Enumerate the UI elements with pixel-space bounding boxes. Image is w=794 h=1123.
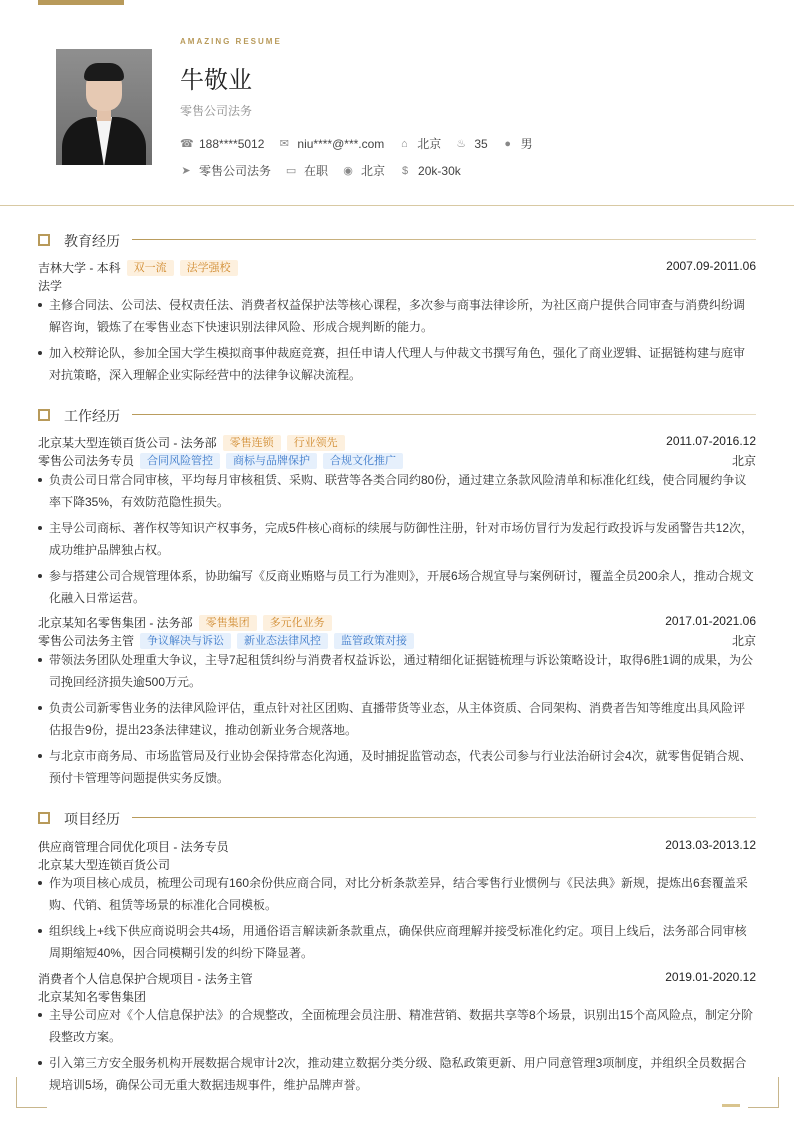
info-intent-role: ➤ 零售公司法务 xyxy=(181,164,272,178)
project-title-row: 消费者个人信息保护合规项目 - 法务主管 2019.01-2020.12 xyxy=(38,970,756,986)
work-role-row: 零售公司法务主管 争议解决与诉讼 新业态法律风控 监管政策对接 北京 xyxy=(38,634,756,648)
corner-decoration xyxy=(748,1077,779,1108)
tag: 双一流 xyxy=(127,260,174,276)
tag: 争议解决与诉讼 xyxy=(140,633,231,649)
project-org: 北京某知名零售集团 xyxy=(38,990,147,1004)
location-pin-icon: ◉ xyxy=(343,164,353,177)
education-row: 吉林大学 - 本科 双一流 法学强校 2007.09-2011.06 xyxy=(38,259,756,275)
send-icon: ➤ xyxy=(181,164,191,177)
section-marker-icon xyxy=(38,812,50,824)
date: 2019.01-2020.12 xyxy=(665,970,756,984)
city: 北京 xyxy=(731,634,756,648)
info-age: ♨ 35 xyxy=(456,136,488,151)
tag: 零售连锁 xyxy=(223,435,281,451)
page-indicator xyxy=(722,1104,740,1107)
contact-info-row xyxy=(180,135,547,152)
tag: 多元化业务 xyxy=(263,615,332,631)
tag: 行业领先 xyxy=(287,435,345,451)
info-phone: ☎ 188****5012 xyxy=(180,136,265,151)
info-email: ✉ niu****@***.com xyxy=(279,136,385,151)
phone-icon: ☎ xyxy=(180,137,194,150)
info-gender: ● 男 xyxy=(502,135,533,152)
tag: 合同风险管控 xyxy=(140,453,220,469)
section-marker-icon xyxy=(38,234,50,246)
job-title: 零售公司法务 xyxy=(180,104,253,118)
date: 2011.07-2016.12 xyxy=(666,434,756,448)
salary-icon: $ xyxy=(401,164,409,177)
section-education: 教育经历 xyxy=(38,232,756,248)
section-projects: 项目经历 xyxy=(38,810,756,826)
brand-label: AMAZING RESUME xyxy=(180,37,282,46)
project-title-row: 供应商管理合同优化项目 - 法务专员 2013.03-2013.12 xyxy=(38,838,756,854)
info-status: ▭ 在职 xyxy=(285,164,329,178)
cake-icon: ♨ xyxy=(456,137,467,150)
date: 2017.01-2021.06 xyxy=(665,614,756,628)
tag: 法学强校 xyxy=(180,260,238,276)
education-major: 法学 xyxy=(38,279,63,293)
resume-header xyxy=(0,0,794,206)
city: 北京 xyxy=(731,454,756,468)
date: 2013.03-2013.12 xyxy=(665,838,756,852)
work-role-row: 零售公司法务专员 合同风险管控 商标与品牌保护 合规文化推广 北京 xyxy=(38,454,756,468)
work-company-row: 北京某知名零售集团 - 法务部 零售集团 多元化业务 2017.01-2021.06 xyxy=(38,614,756,630)
briefcase-icon: ▭ xyxy=(285,164,297,177)
work-company-row: 北京某大型连锁百货公司 - 法务部 零售连锁 行业领先 2011.07-2016.12 xyxy=(38,434,756,450)
project-org: 北京某大型连锁百货公司 xyxy=(38,858,171,872)
section-marker-icon xyxy=(38,409,50,421)
date: 2007.09-2011.06 xyxy=(666,259,756,273)
profile-photo xyxy=(56,49,152,165)
job-intent-row xyxy=(180,162,475,179)
corner-decoration xyxy=(16,1077,47,1108)
tag: 商标与品牌保护 xyxy=(226,453,317,469)
home-icon: ⌂ xyxy=(400,137,408,150)
mail-icon: ✉ xyxy=(279,137,290,150)
section-work: 工作经历 xyxy=(38,407,756,423)
tag: 合规文化推广 xyxy=(323,453,403,469)
info-salary: $ 20k-30k xyxy=(399,164,461,178)
tag: 监管政策对接 xyxy=(334,633,414,649)
gender-icon: ● xyxy=(504,137,511,150)
tag: 新业态法律风控 xyxy=(237,633,328,649)
candidate-name: 牛敬业 xyxy=(180,67,252,94)
tag: 零售集团 xyxy=(199,615,257,631)
info-city: ◉ 北京 xyxy=(343,164,386,178)
info-hometown: ⌂ 北京 xyxy=(398,135,441,152)
